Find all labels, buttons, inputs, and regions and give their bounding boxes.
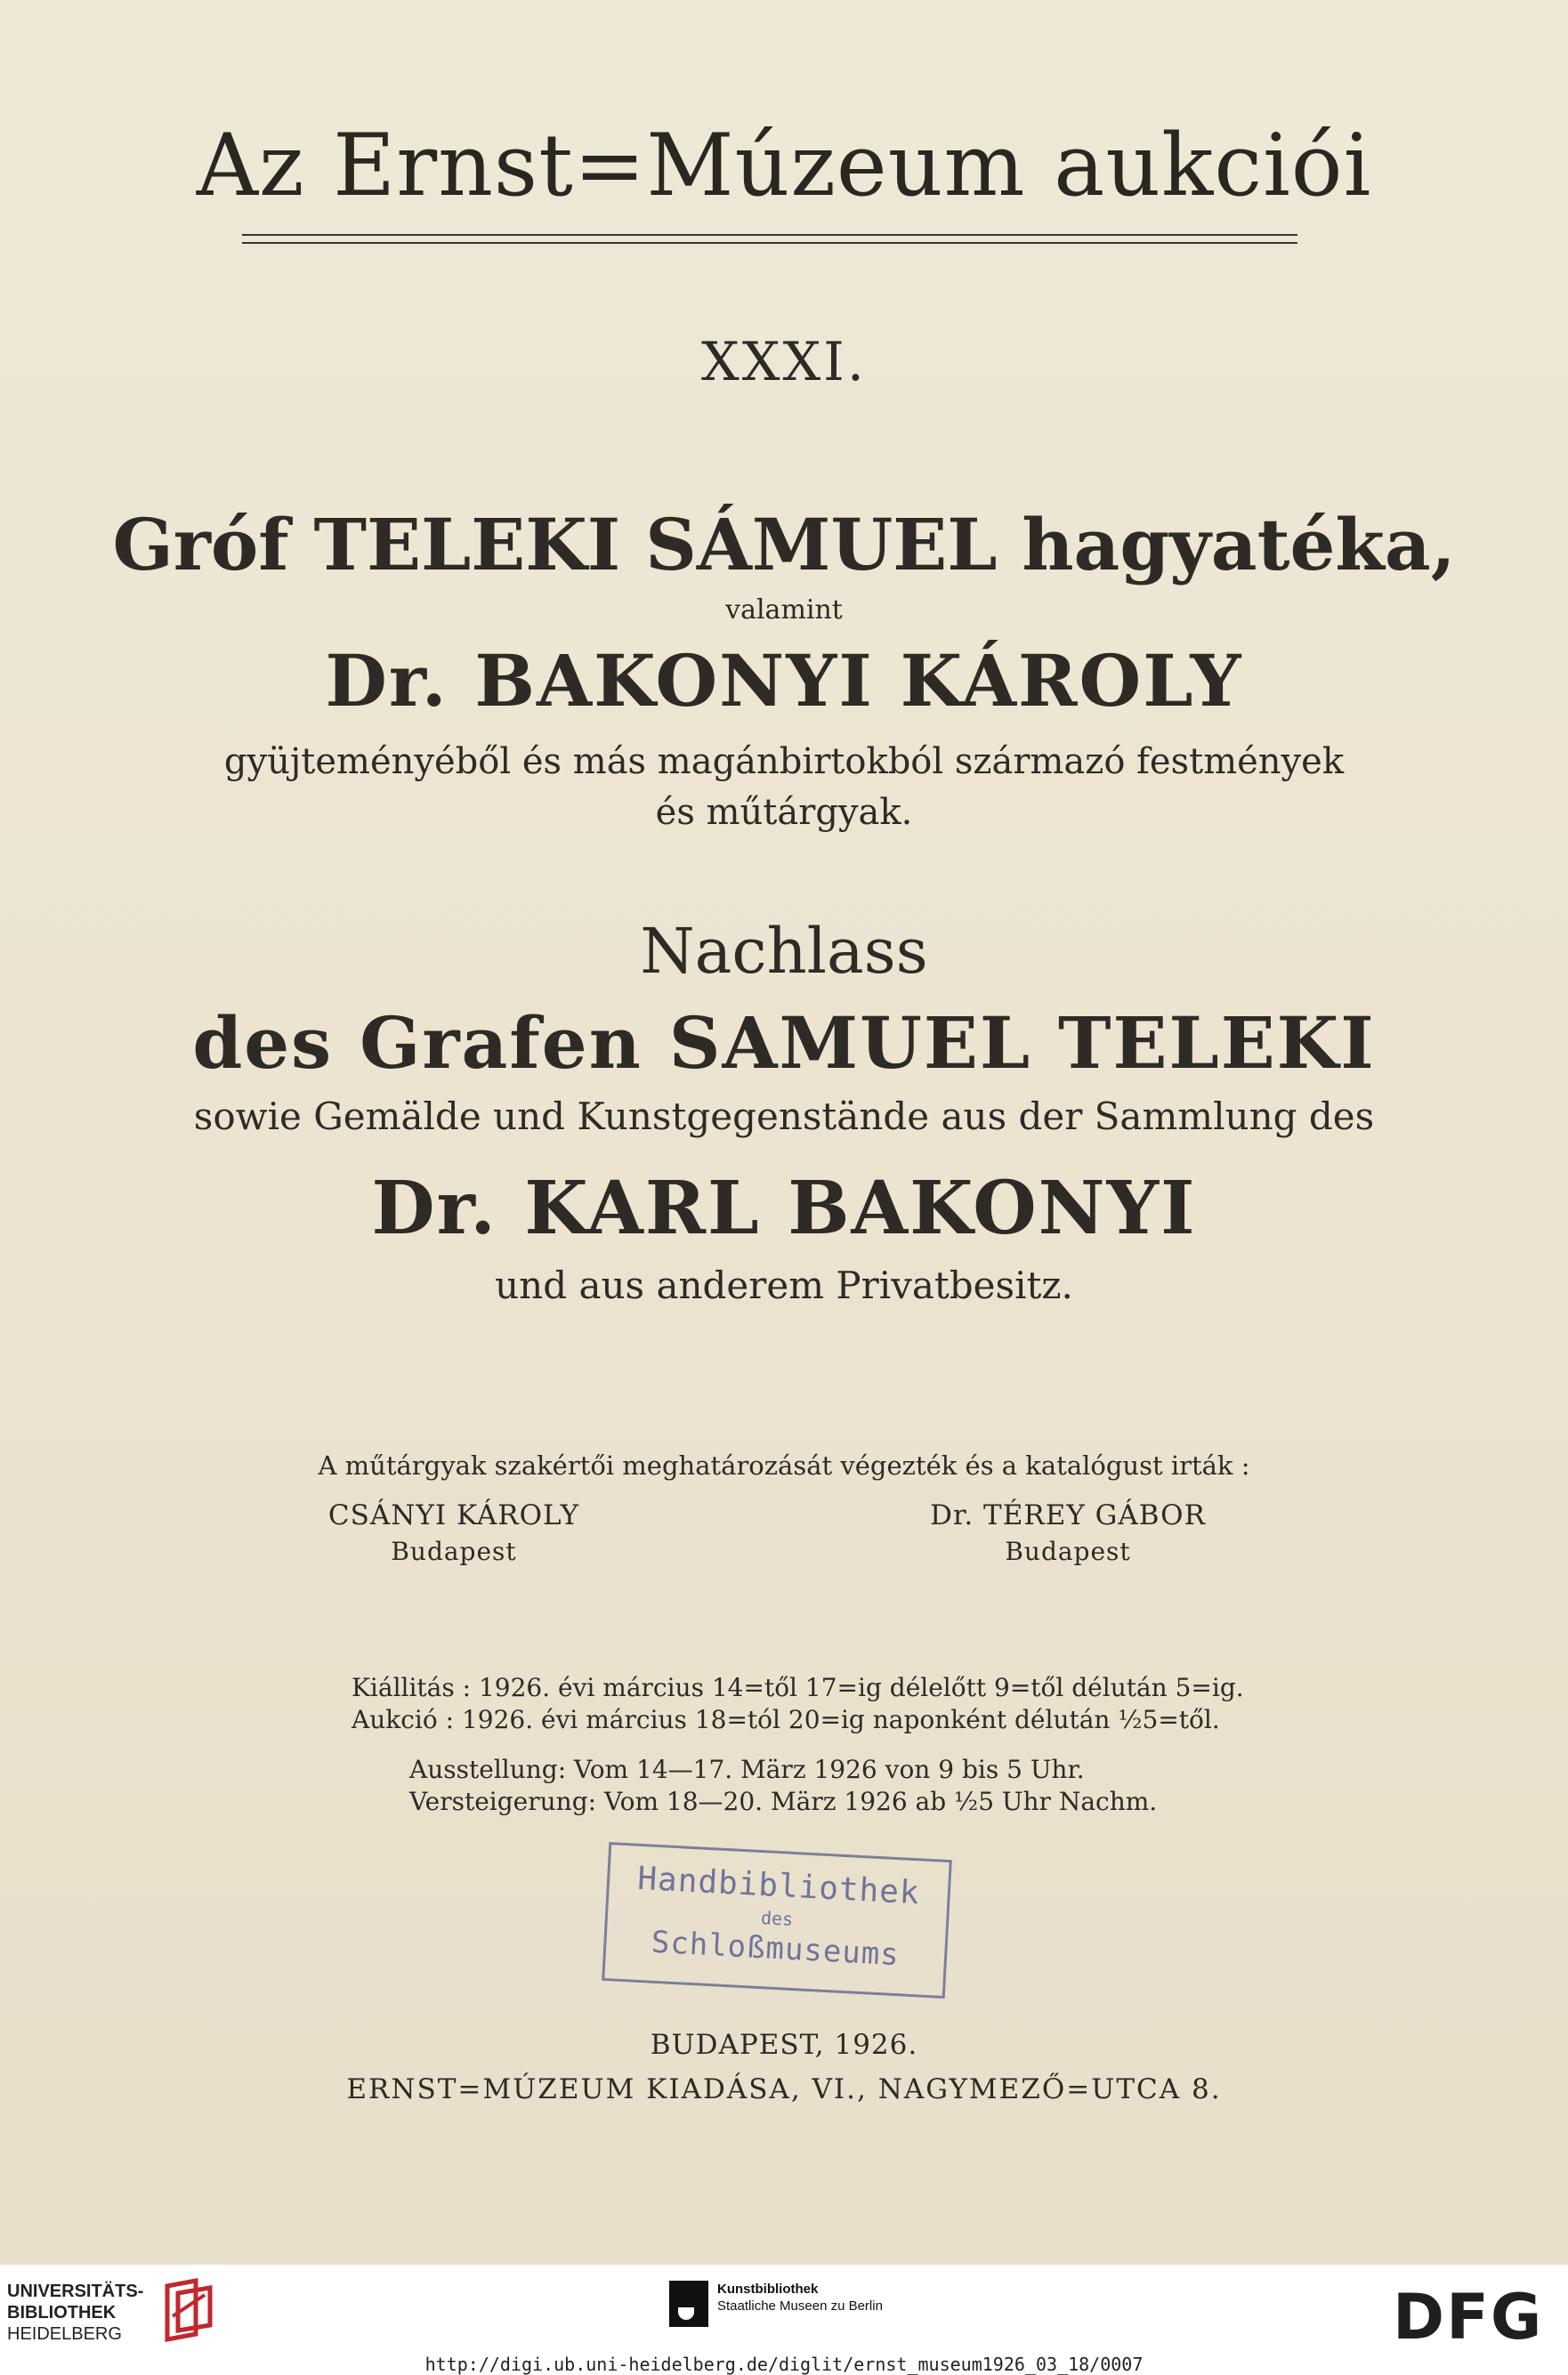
ub-heidelberg-name (7, 2281, 143, 2345)
experts-intro: A műtárgyak szakértői meghatározását végezték és a katalógust irták : (318, 1450, 1250, 1481)
expert-left (294, 1499, 614, 1566)
title-rule-top (242, 234, 1297, 236)
hungarian-heading-teleki: Gróf TELEKI SÁMUEL hagyatéka, (112, 503, 1456, 586)
stamp-line-2: des (760, 1907, 794, 1930)
hungarian-connector: valamint (725, 594, 843, 626)
auction-dates-hu: Aukció : 1926. évi március 18=tól 20=ig naponként délután ½5=től. (352, 1705, 1220, 1734)
ub-line-2: BIBLIOTHEK (7, 2303, 117, 2322)
kb-line-2: Staatliche Museen zu Berlin (717, 2298, 883, 2314)
library-stamp (602, 1842, 952, 1999)
german-subtitle: sowie Gemälde und Kunstgegenstände aus der Sammlung des (193, 1095, 1375, 1138)
expert-right (908, 1499, 1228, 1566)
imprint-publisher: ERNST=MÚZEUM KIADÁSA, VI., NAGYMEZŐ=UTCA 8. (346, 2073, 1222, 2105)
kunstbibliothek-logo-icon (669, 2281, 708, 2327)
expert-left-city: Budapest (391, 1537, 517, 1566)
imprint-city: BUDAPEST, 1926. (650, 2029, 918, 2061)
expert-left-name: CSÁNYI KÁROLY (327, 1499, 580, 1531)
auction-dates-de: Versteigerung: Vom 18—20. März 1926 ab ½5 Uhr Nachm. (409, 1787, 1158, 1816)
hungarian-subtitle-2: és műtárgyak. (655, 792, 913, 833)
stamp-line-3: Schloßmuseums (650, 1924, 901, 1974)
digitization-footer (0, 2265, 1568, 2375)
source-url[interactable]: http://digi.ub.uni-heidelberg.de/diglit/ernst_museum1926_03_18/0007 (424, 2354, 1144, 2375)
ub-heidelberg-logo-icon (160, 2277, 219, 2343)
kb-line-1: Kunstbibliothek (717, 2282, 819, 2297)
exhibition-dates-hu: Kiállitás : 1926. évi március 14=től 17=ig délelőtt 9=től délután 5=ig. (352, 1673, 1244, 1702)
german-heading-bakonyi: Dr. KARL BAKONYI (371, 1166, 1197, 1251)
dfg-logo: DFG (1393, 2281, 1544, 2354)
german-heading-teleki: des Grafen SAMUEL TELEKI (192, 1001, 1376, 1085)
kunstbibliothek-name (717, 2281, 883, 2314)
german-heading-nachlass: Nachlass (640, 915, 928, 988)
german-subtitle-2: und aus anderem Privatbesitz. (495, 1264, 1073, 1307)
exhibition-dates-de: Ausstellung: Vom 14—17. März 1926 von 9 bis 5 Uhr. (409, 1755, 1085, 1784)
title-rule-bottom (242, 242, 1297, 244)
hungarian-subtitle-1: gyüjteményéből és más magánbirtokból származó festmények (223, 741, 1345, 782)
volume-number: XXXI. (701, 331, 867, 393)
hungarian-heading-bakonyi: Dr. BAKONYI KÁROLY (325, 639, 1243, 723)
series-title: Az Ernst=Múzeum aukciói (196, 116, 1372, 215)
expert-right-city: Budapest (1005, 1537, 1131, 1566)
ub-line-1: UNIVERSITÄTS- (7, 2282, 144, 2301)
expert-right-name: Dr. TÉREY GÁBOR (930, 1499, 1206, 1531)
ub-line-3: HEIDELBERG (7, 2324, 122, 2344)
stamp-line-1: Handbibliothek (636, 1860, 921, 1912)
